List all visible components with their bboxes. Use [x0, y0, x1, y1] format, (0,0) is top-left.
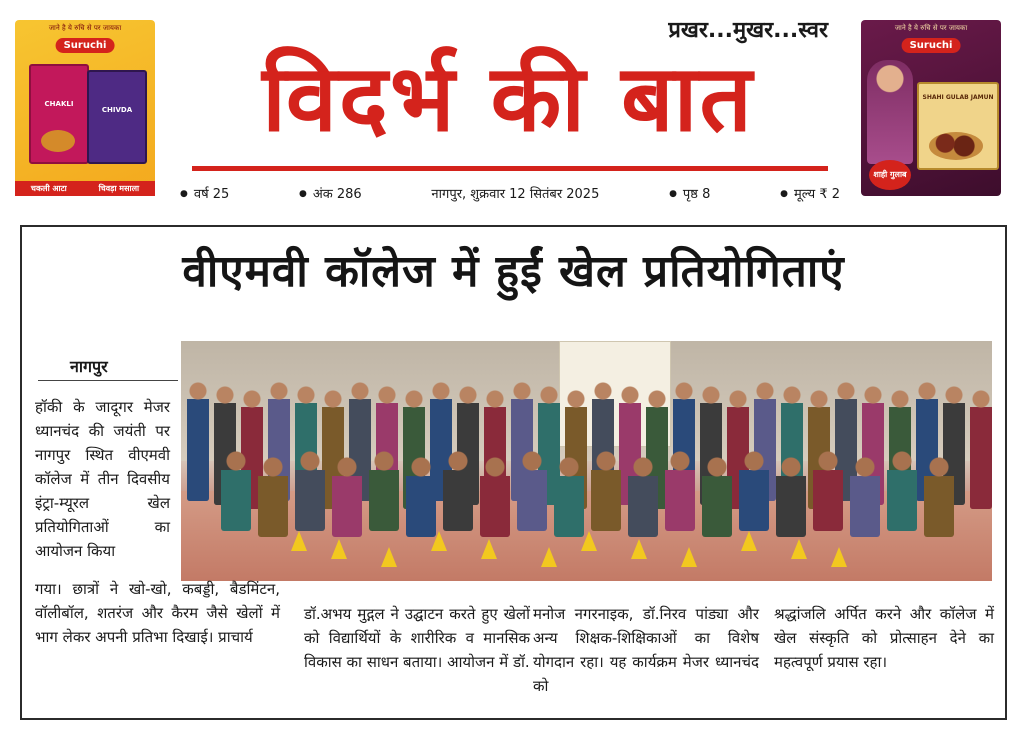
ad-brand-logo: Suruchi: [902, 38, 961, 53]
issue-place-date: नागपुर, शुक्रवार 12 सितंबर 2025: [431, 187, 600, 202]
chakli-pack-label: CHAKLI: [44, 100, 74, 108]
chivda-pack-label: CHIVDA: [101, 106, 133, 114]
photo-person: [443, 451, 473, 531]
photo-person: [776, 457, 806, 537]
photo-person: [221, 451, 251, 531]
ad-footer-item: चकली आटा: [30, 184, 67, 193]
model-image: [867, 60, 913, 164]
ad-brand-logo: Suruchi: [56, 38, 115, 53]
article-column-1-top: हॉकी के जादूगर मेजर ध्यानचंद की जयंती पर नागपुर स्थित वीएमवी कॉलेज में तीन दिवसीय इंट्रा-म्यूरल खेल प्रतियोगिताओं का आयोजन किया: [35, 398, 170, 560]
dateline-rule: [38, 380, 178, 381]
photo-person: [295, 451, 325, 531]
cone-icon: [481, 539, 497, 559]
issue-number: ● अंक 286: [299, 184, 362, 202]
ad-footer-item: चिवड़ा मसाला: [98, 184, 140, 193]
cone-icon: [791, 539, 807, 559]
article-box: [20, 225, 1007, 720]
article-column-2: डॉ.अभय मुद्गल ने उद्घाटन करते हुए खेलों को विद्यार्थियों के शारीरिक व मानसिक विकास का साधन बताया। आयोजन में डॉ.: [304, 605, 530, 671]
cone-icon: [291, 531, 307, 551]
ad-tagline: जाने है ये रुचि से पर जायका: [48, 24, 122, 32]
article-headline: वीएमवी कॉलेज में हुईं खेल प्रतियोगिताएं: [182, 246, 845, 297]
ad-tagline: जाने है ये रुचि से पर जायका: [894, 24, 968, 32]
masthead-rule: [192, 166, 828, 171]
chakli-pack-image: [29, 64, 89, 164]
photo-person: [813, 451, 843, 531]
photo-person: [332, 457, 362, 537]
issue-page: ● पृष्ठ 8: [669, 184, 710, 202]
box-label: SHAHI GULAB JAMUN: [922, 94, 994, 101]
photo-person: [970, 389, 992, 509]
issue-year: ● वर्ष 25: [180, 184, 229, 202]
masthead-tagline: प्रखर...मुखर...स्वर: [668, 18, 828, 43]
photo-person: [554, 457, 584, 537]
masthead: [188, 14, 828, 174]
cone-icon: [331, 539, 347, 559]
newspaper-title: विदर्भ की बात: [262, 45, 754, 152]
photo-person: [850, 457, 880, 537]
gulab-jamun-image: [929, 132, 983, 160]
cone-icon: [831, 547, 847, 567]
cone-icon: [681, 547, 697, 567]
ad-sticker: शाही गुलाब जामुन: [869, 160, 911, 190]
photo-person: [406, 457, 436, 537]
right-advertisement: [861, 20, 1001, 209]
photo-person: [665, 451, 695, 531]
cone-icon: [741, 531, 757, 551]
snack-plate-image: [41, 130, 75, 152]
issue-info-bar: [180, 182, 840, 204]
left-advertisement: [15, 20, 155, 196]
chivda-pack-image: [87, 70, 147, 164]
article-column-3: मनोज नगरनाइक, डॉ.निरव पांड्या और अन्य शिक्षक-शिक्षिकाओं का विशेष योगदान रहा। यह कार्यक्रम मेजर ध्यानचंद को: [533, 605, 759, 695]
photo-person: [187, 381, 209, 501]
article-column-1-bottom: गया। छात्रों ने खो-खो, कबड्डी, बैडमिंटन, वॉलीबॉल, शतरंज और कैरम जैसे खेलों में भाग लेकर अपनी प्रतिभा दिखाई। प्राचार्य: [35, 580, 280, 646]
article-dateline: नागपुर: [70, 357, 108, 376]
photo-person: [480, 457, 510, 537]
photo-person: [591, 451, 621, 531]
photo-person: [702, 457, 732, 537]
cone-icon: [581, 531, 597, 551]
article-column-4: श्रद्धांजलि अर्पित करने और कॉलेज में खेल संस्कृति को प्रोत्साहन देने का महत्वपूर्ण प्रयास रहा।: [774, 605, 994, 671]
photo-person: [739, 451, 769, 531]
photo-person: [628, 457, 658, 537]
photo-person: [258, 457, 288, 537]
cone-icon: [381, 547, 397, 567]
group-photo: [181, 341, 992, 581]
photo-person: [924, 457, 954, 537]
issue-price: ● मूल्य ₹ 2: [780, 184, 840, 202]
cone-icon: [431, 531, 447, 551]
cone-icon: [631, 539, 647, 559]
photo-person: [369, 451, 399, 531]
cone-icon: [541, 547, 557, 567]
ad-footer: [15, 181, 155, 196]
photo-person: [887, 451, 917, 531]
photo-person: [517, 451, 547, 531]
gulab-jamun-box-image: [917, 82, 999, 170]
